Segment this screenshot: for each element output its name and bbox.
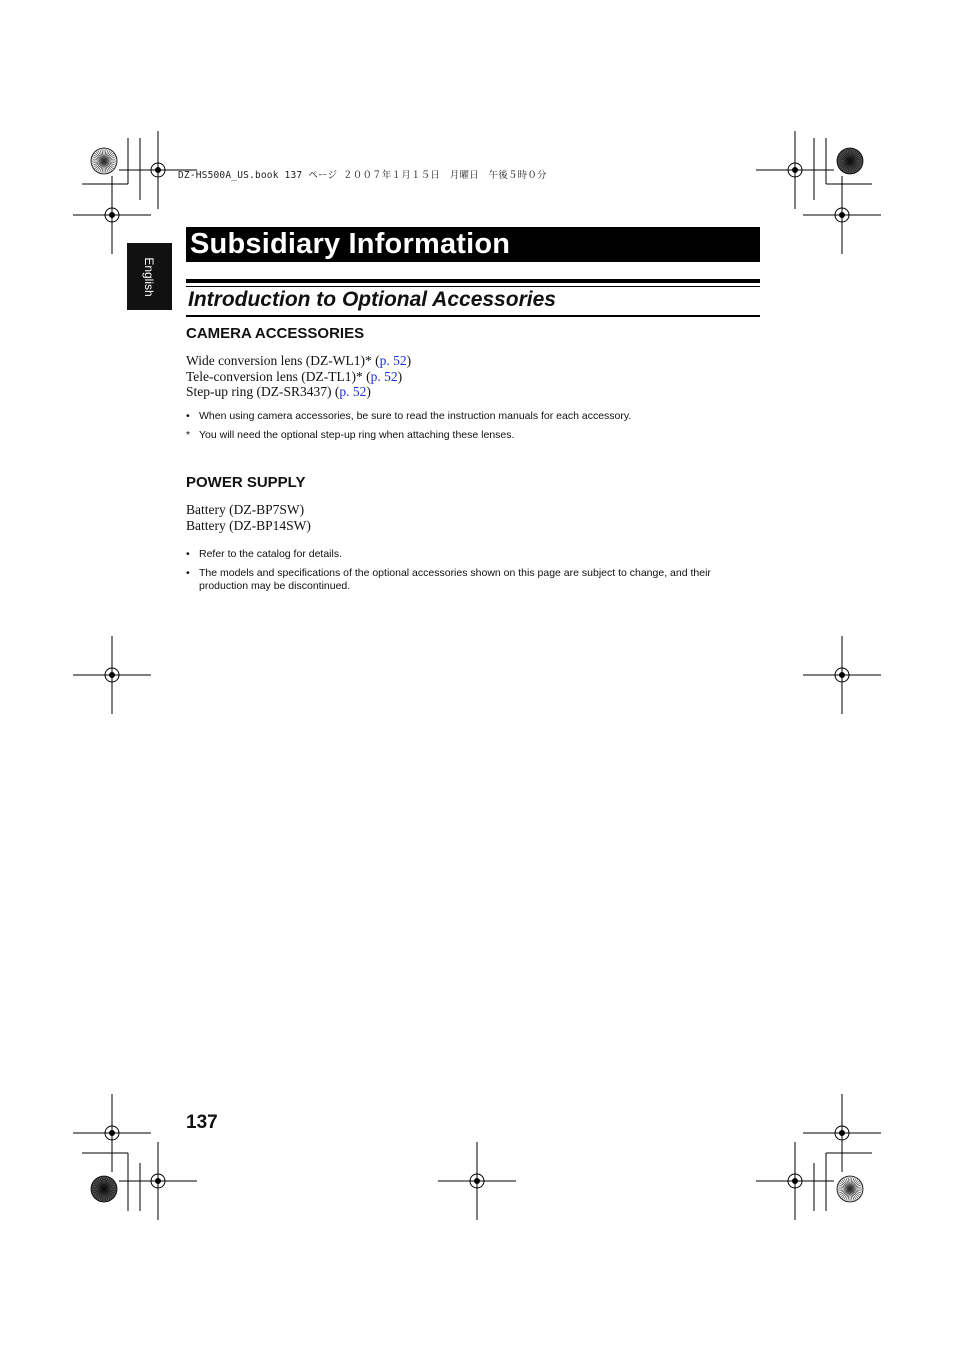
note-text: Refer to the catalog for details. [199,548,342,560]
list-item [186,369,411,385]
title-bar [186,227,760,262]
item-close: ) [406,353,412,368]
crosshair-mark [438,1142,516,1220]
page-link[interactable]: p. 52 [379,353,407,368]
note-text: When using camera accessories, be sure to read the instruction manuals for each accessory. [199,410,632,422]
crosshair-mark [73,1094,151,1172]
crosshair-mark [756,131,834,209]
crosshair-mark [803,1094,881,1172]
list-item: Battery (DZ-BP14SW) [186,517,311,533]
starburst-mark [91,148,117,174]
note-item [186,410,760,423]
language-tab-label: English [142,257,156,297]
note-item [186,567,760,593]
camera-accessories-heading: CAMERA ACCESSORIES [186,325,365,342]
bullet-mark: • [186,567,190,579]
page-number: 137 [186,1112,218,1133]
crosshair-mark [803,176,881,254]
page-link[interactable]: p. 52 [339,384,367,400]
camera-accessories-list [186,353,411,400]
power-supply-list [186,502,311,533]
bullet-mark: • [186,548,190,560]
item-close: ) [366,384,371,400]
list-item [186,384,411,400]
note-item [186,429,760,442]
note-item [186,548,760,561]
section-subtitle: Introduction to Optional Accessories [188,288,556,311]
crosshair-mark [756,1142,834,1220]
starburst-mark [91,1176,117,1202]
item-text: Wide conversion lens (DZ-WL1)* ( [186,353,380,368]
starburst-mark [837,1176,863,1202]
language-tab [127,243,172,310]
item-text: Tele-conversion lens (DZ-TL1)* ( [186,368,371,384]
crosshair-mark [73,636,151,714]
list-item: Battery (DZ-BP7SW) [186,502,305,517]
item-close: ) [397,368,403,384]
crosshair-mark [803,636,881,714]
print-slug: DZ-HS500A_US.book 137 ページ ２００７年１月１５日 月曜日 午後５時０分 [178,170,547,181]
page-title: Subsidiary Information [190,228,511,260]
item-text: Step-up ring (DZ-SR3437) ( [186,384,340,400]
note-text: You will need the optional step-up ring when attaching these lenses. [199,429,515,441]
list-item [186,353,411,369]
page-link[interactable]: p. 52 [370,368,398,384]
power-supply-heading: POWER SUPPLY [186,474,306,491]
note-text: The models and specifications of the optional accessories shown on this page are subject to change, and their production may be discontinued. [199,567,711,592]
bullet-mark: • [186,410,190,422]
power-notes [186,548,760,599]
camera-notes [186,410,760,448]
subtitle-rule-bottom [186,315,760,317]
subtitle-rule-top [186,279,760,283]
crosshair-mark [119,1142,197,1220]
asterisk-mark: * [186,429,191,441]
starburst-mark [837,148,863,174]
